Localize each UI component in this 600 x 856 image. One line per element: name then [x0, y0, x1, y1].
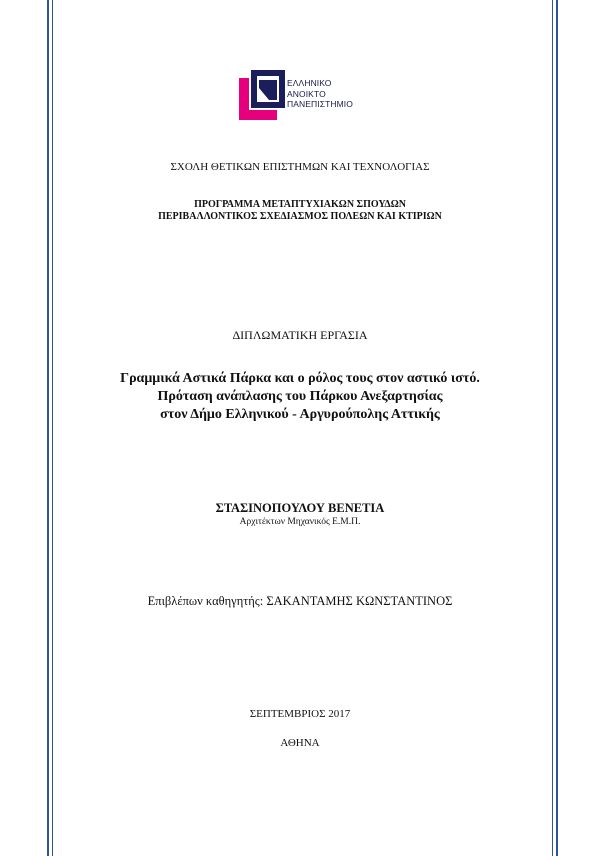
logo-line-3: ΠΑΝΕΠΙΣΤΗΜΙΟ	[287, 99, 353, 109]
thesis-title-line-3: στον Δήμο Ελληνικού - Αργυρούπολης Αττικής	[160, 407, 440, 422]
logo-line-2: ΑΝΟΙΚΤΟ	[287, 88, 326, 99]
program-line-1: ΠΡΟΓΡΑΜΜΑ ΜΕΤΑΠΤΥΧΙΑΚΩΝ ΣΠΟΥΔΩΝ	[194, 199, 406, 210]
logo-line-1: ΕΛΛΗΝΙΚΟ	[287, 78, 332, 88]
university-logo-mark-icon	[239, 70, 285, 120]
thesis-type: ΔΙΠΛΩΜΑΤΙΚΗ ΕΡΓΑΣΙΑ	[232, 328, 368, 342]
school-name: ΣΧΟΛΗ ΘΕΤΙΚΩΝ ΕΠΙΣΤΗΜΩΝ ΚΑΙ ΤΕΧΝΟΛΟΓΙΑΣ	[170, 161, 430, 173]
page-border-inner	[52, 0, 553, 856]
university-logo	[239, 70, 369, 122]
program-line-2: ΠΕΡΙΒΑΛΛΟΝΤΙΚΟΣ ΣΧΕΔΙΑΣΜΟΣ ΠΟΛΕΩΝ ΚΑΙ ΚΤΙΡΙΩΝ	[158, 211, 442, 222]
thesis-title-line-1: Γραμμικά Αστικά Πάρκα και ο ρόλος τους στον αστικό ιστό.	[120, 371, 480, 386]
university-logo-text	[287, 78, 353, 110]
thesis-title-line-2: Πρόταση ανάπλασης του Πάρκου Ανεξαρτησίας	[157, 389, 443, 404]
supervisor: Επιβλέπων καθηγητής: ΣΑΚΑΝΤΑΜΗΣ ΚΩΝΣΤΑΝΤΙΝΟΣ	[147, 594, 453, 608]
city: ΑΘΗΝΑ	[280, 737, 320, 749]
submission-date: ΣΕΠΤΕΜΒΡΙΟΣ 2017	[249, 708, 351, 720]
author-name: ΣΤΑΣΙΝΟΠΟΥΛΟΥ ΒΕΝΕΤΙΑ	[215, 501, 385, 515]
author-role: Αρχιτέκτων Μηχανικός Ε.Μ.Π.	[239, 517, 361, 527]
